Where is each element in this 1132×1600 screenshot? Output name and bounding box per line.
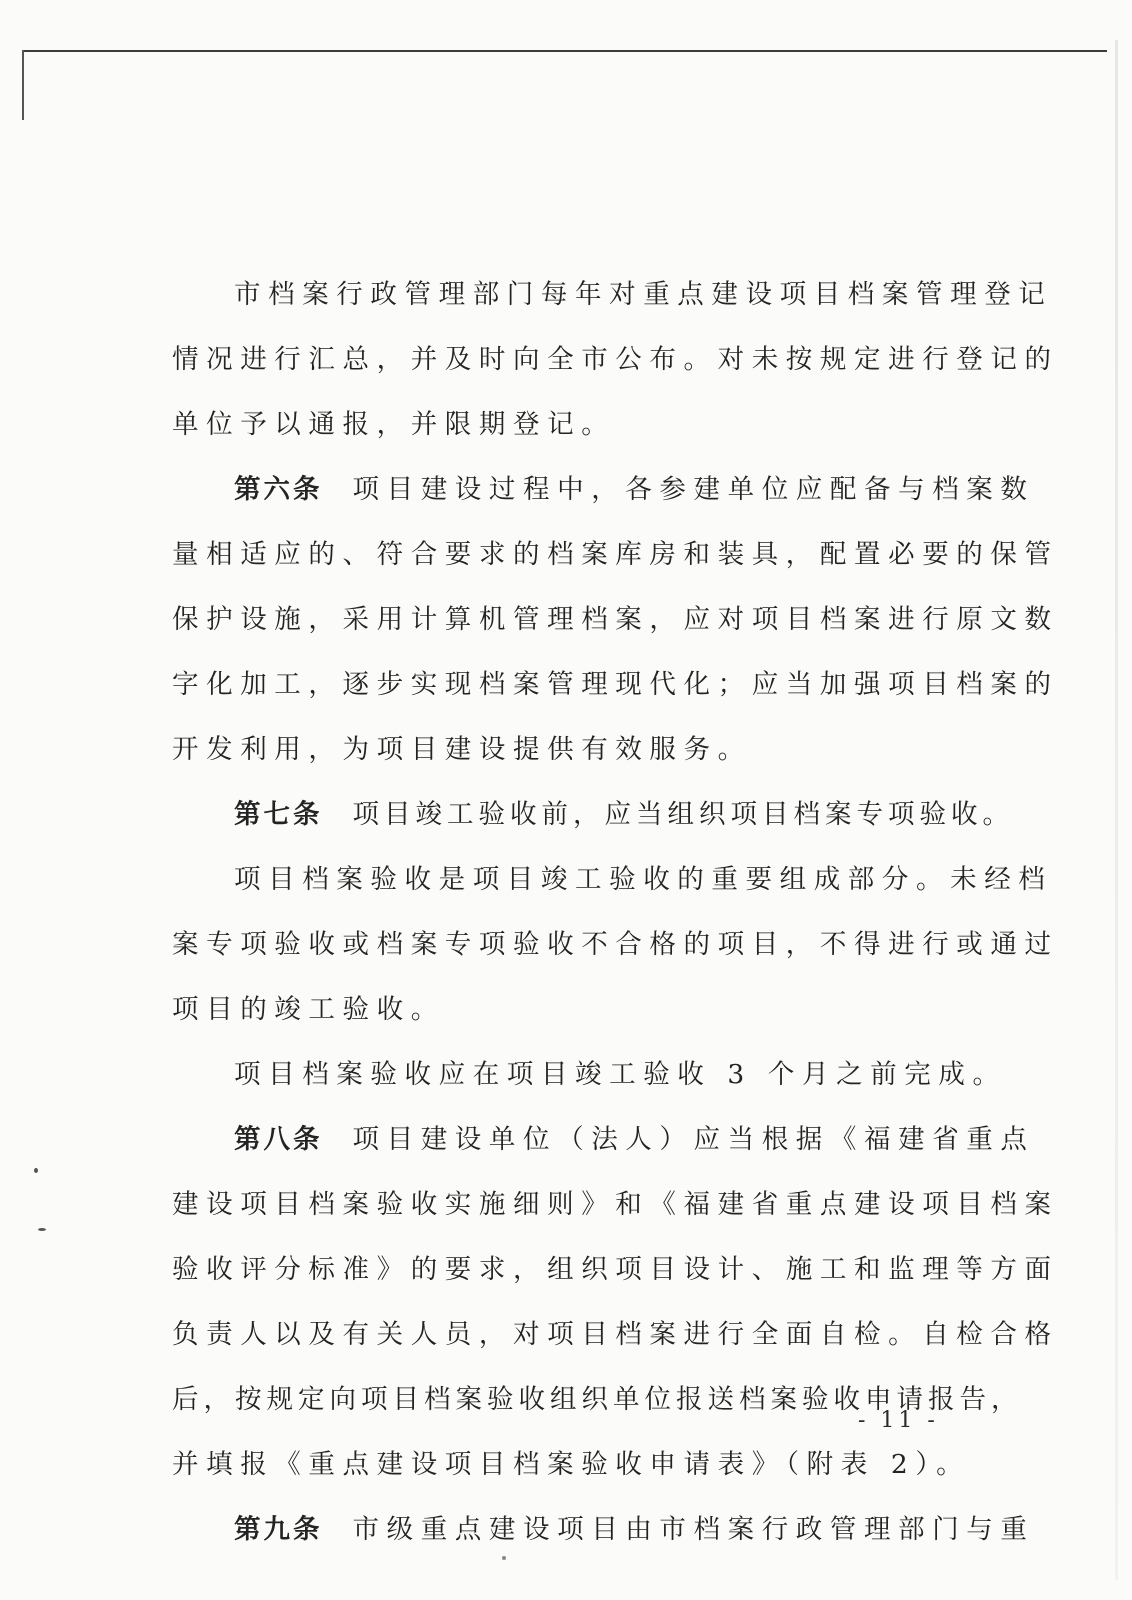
paragraph-line: 字化加工，逐步实现档案管理现代化；应当加强项目档案的	[172, 669, 1059, 700]
paragraph-line: 情况进行汇总，并及时向全市公布。对未按规定进行登记的	[172, 344, 1059, 375]
document-body	[172, 262, 1059, 1562]
paragraph-line: 开发利用，为项目建设提供有效服务。	[172, 734, 752, 765]
scan-speck	[34, 1168, 38, 1173]
article-heading: 第七条	[234, 799, 323, 830]
article-text: 项目建设单位（法人）应当根据《福建省重点	[352, 1124, 1035, 1155]
article-text: 项目竣工验收前，应当组织项目档案专项验收。	[352, 799, 1014, 830]
paragraph-line: 负责人以及有关人员，对项目档案进行全面自检。自检合格	[172, 1319, 1059, 1350]
paragraph-line: 并填报《重点建设项目档案验收申请表》（附表 2）。	[172, 1449, 971, 1480]
paragraph-line: 项目档案验收是项目竣工验收的重要组成部分。未经档	[234, 864, 1053, 895]
paragraph-line: 量相适应的、符合要求的档案库房和装具，配置必要的保管	[172, 539, 1059, 570]
article-line	[172, 1497, 1035, 1562]
article-line	[172, 1107, 1035, 1172]
paragraph-line: 后，按规定向项目档案验收组织单位报送档案验收申请报告，	[172, 1384, 1023, 1415]
article-text: 项目建设过程中，各参建单位应配备与档案数	[352, 474, 1035, 505]
paragraph-line: 市档案行政管理部门每年对重点建设项目档案管理登记	[234, 279, 1053, 310]
article-heading: 第八条	[234, 1124, 323, 1155]
paragraph-line: 案专项验收或档案专项验收不合格的项目，不得进行或通过	[172, 929, 1059, 960]
paragraph-line: 单位予以通报，并限期登记。	[172, 409, 616, 440]
paragraph-line: 建设项目档案验收实施细则》和《福建省重点建设项目档案	[172, 1189, 1059, 1220]
page-number: - 11 -	[858, 1408, 939, 1433]
scan-edge-top	[22, 50, 1107, 52]
scan-edge-right	[1115, 40, 1118, 1580]
paragraph-line: 项目的竣工验收。	[172, 994, 445, 1025]
paragraph-line: 项目档案验收应在项目竣工验收 3 个月之前完成。	[234, 1059, 1007, 1090]
paragraph-line: 验收评分标准》的要求，组织项目设计、施工和监理等方面	[172, 1254, 1059, 1285]
article-line	[172, 457, 1035, 522]
paragraph-line: 保护设施，采用计算机管理档案，应对项目档案进行原文数	[172, 604, 1059, 635]
scan-speck	[38, 1228, 46, 1231]
article-text: 市级重点建设项目由市档案行政管理部门与重	[352, 1514, 1035, 1545]
article-line	[172, 782, 1014, 847]
article-heading: 第六条	[234, 474, 323, 505]
scan-edge-left	[22, 50, 24, 120]
article-heading: 第九条	[234, 1514, 323, 1545]
